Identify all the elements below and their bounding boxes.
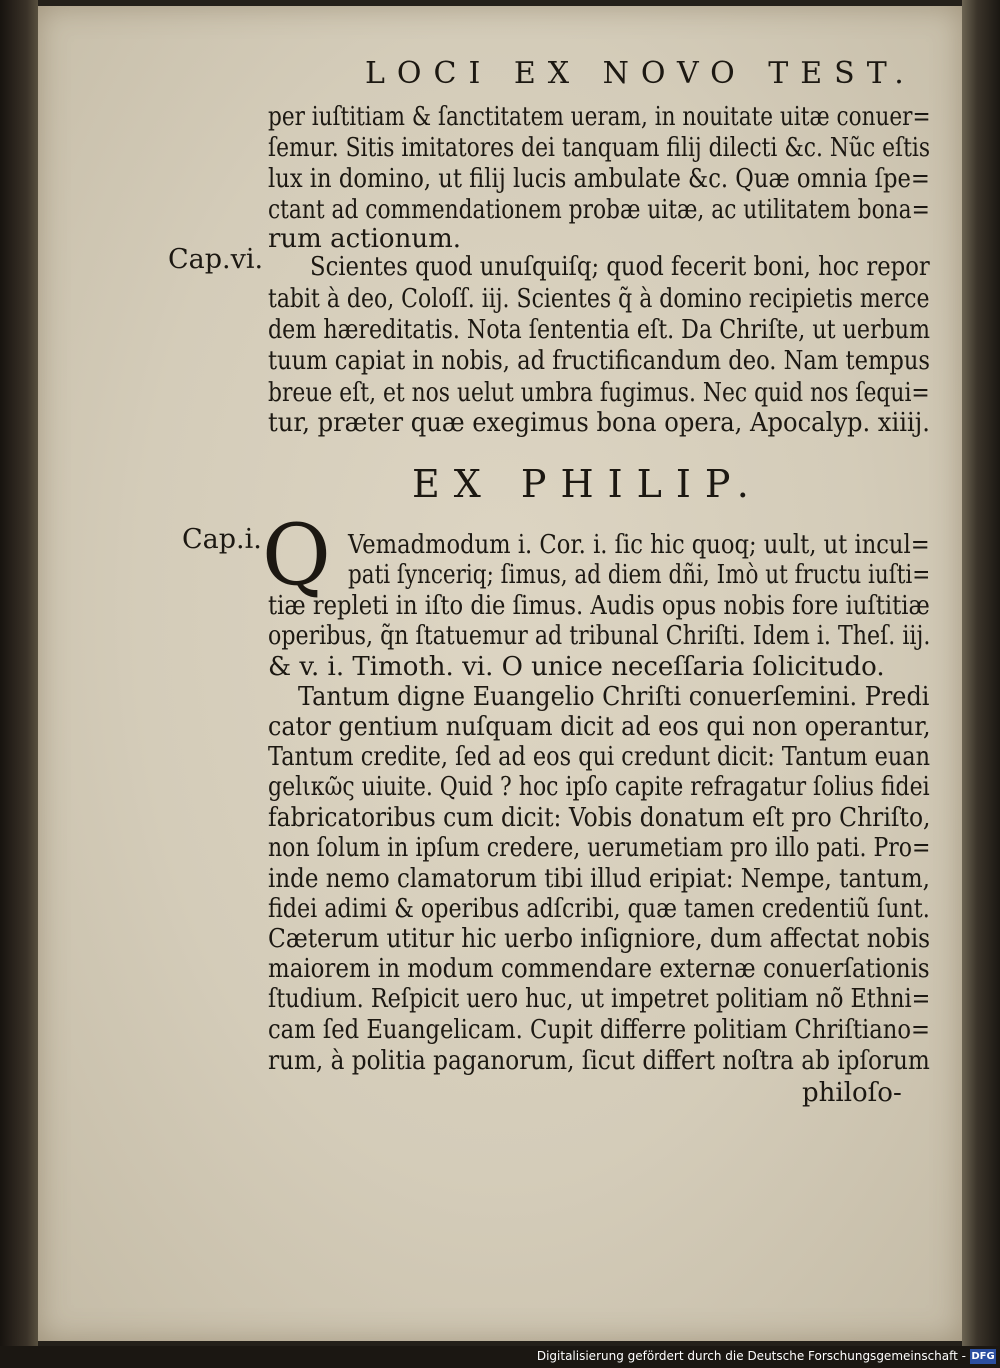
text-line: tuum capiat in nobis, ad fructificandum deo. Nam tempus	[268, 346, 931, 376]
text-line: Cæterum utitur hic uerbo inſigniore, dum affectat nobis	[268, 924, 931, 954]
text-line: inde nemo clamatorum tibi illud eripiat: Nempe, tantum,	[268, 864, 930, 894]
text-line: ctant ad commendationem probæ uitæ, ac utilitatem bona=	[268, 195, 930, 225]
text-line: tiæ repleti in iſto die ſimus. Audis opus nobis fore iuſtitiæ	[268, 591, 930, 621]
decorated-initial: Q	[262, 506, 331, 604]
book-gutter-left	[0, 0, 38, 1346]
text-line: breue eſt, et nos uelut umbra fugimus. Nec quid nos ſequi=	[268, 378, 930, 408]
text-line: & v. i. Timoth. vi. O unice neceſſaria ſolicitudo.	[268, 652, 885, 682]
text-line: gelικῶς uiuite. Quid ? hoc ipſo capite refragatur ſolius fidei	[268, 772, 930, 802]
text-line: per iuſtitiam & ſanctitatem ueram, in nouitate uitæ conuer=	[268, 102, 931, 132]
dfg-logo: DFG	[971, 1351, 995, 1362]
text-line: dem hæreditatis. Nota ſententia eſt. Da Chriſte, ut uerbum	[268, 315, 931, 345]
text-line: non ſolum in ipſum credere, uerumetiam pro illo pati. Pro=	[268, 833, 931, 863]
text-line: ſtudium. Reſpicit uero huc, ut impetret politiam nõ Ethni=	[268, 984, 931, 1014]
text-line: rum, à politia paganorum, ſicut differt noſtra ab ipſorum	[268, 1046, 930, 1076]
text-line: operibus, q̃n ſtatuemur ad tribunal Chriſti. Idem i. Theſ. iij.	[268, 621, 931, 651]
section-title: EX PHILIP.	[412, 462, 763, 506]
text-line: cam ſed Euangelicam. Cupit differre politiam Chriſtiano=	[268, 1015, 930, 1045]
book-edge-right	[962, 0, 1000, 1346]
text-line: Scientes quod unuſquiſq; quod fecerit boni, hoc repor	[310, 252, 930, 282]
text-line: lux in domino, ut filij lucis ambulate &c. Quæ omnia ſpe=	[268, 164, 930, 194]
footer-credit: Digitalisierung gefördert durch die Deutsche Forschungsgemeinschaft -	[536, 1349, 966, 1363]
footer-bar	[0, 1346, 1000, 1368]
text-line: fabricatoribus cum dicit: Vobis donatum eſt pro Chriſto,	[268, 803, 931, 833]
text-line: Vemadmodum i. Cor. i. ſic hic quoq; uult, ut incul=	[348, 530, 930, 560]
text-line: tur, præter quæ exegimus bona opera, Apocalyp. xiiij.	[268, 408, 930, 438]
text-line: tabit à deo, Coloſſ. iij. Scientes q̃ à domino recipietis merce	[268, 284, 930, 314]
text-line: fidei adimi & operibus adſcribi, quæ tamen credentiũ ſunt.	[268, 894, 930, 924]
text-line: rum actionum.	[268, 224, 461, 254]
text-line: Tantum digne Euangelio Chriſti conuerſemini. Predi	[298, 682, 930, 712]
text-line: ſemur. Sitis imitatores dei tanquam filij dilecti &c. Nũc eſtis	[268, 133, 931, 163]
text-line: cator gentium nuſquam dicit ad eos qui non operantur,	[268, 712, 931, 742]
margin-note-cap-i: Cap.i.	[182, 524, 262, 555]
margin-note-cap-vi: Cap.vi.	[168, 244, 264, 275]
running-head: LOCI EX NOVO TEST.	[365, 56, 916, 91]
catchword: philoſo-	[802, 1078, 902, 1108]
text-line: pati ſynceriq; ſimus, ad diem dñi, Imò ut fructu iuſti=	[348, 560, 931, 590]
text-line: maiorem in modum commendare externæ conuerſationis	[268, 954, 930, 984]
text-line: Tantum credite, ſed ad eos qui credunt dicit: Tantum euan	[268, 742, 931, 772]
